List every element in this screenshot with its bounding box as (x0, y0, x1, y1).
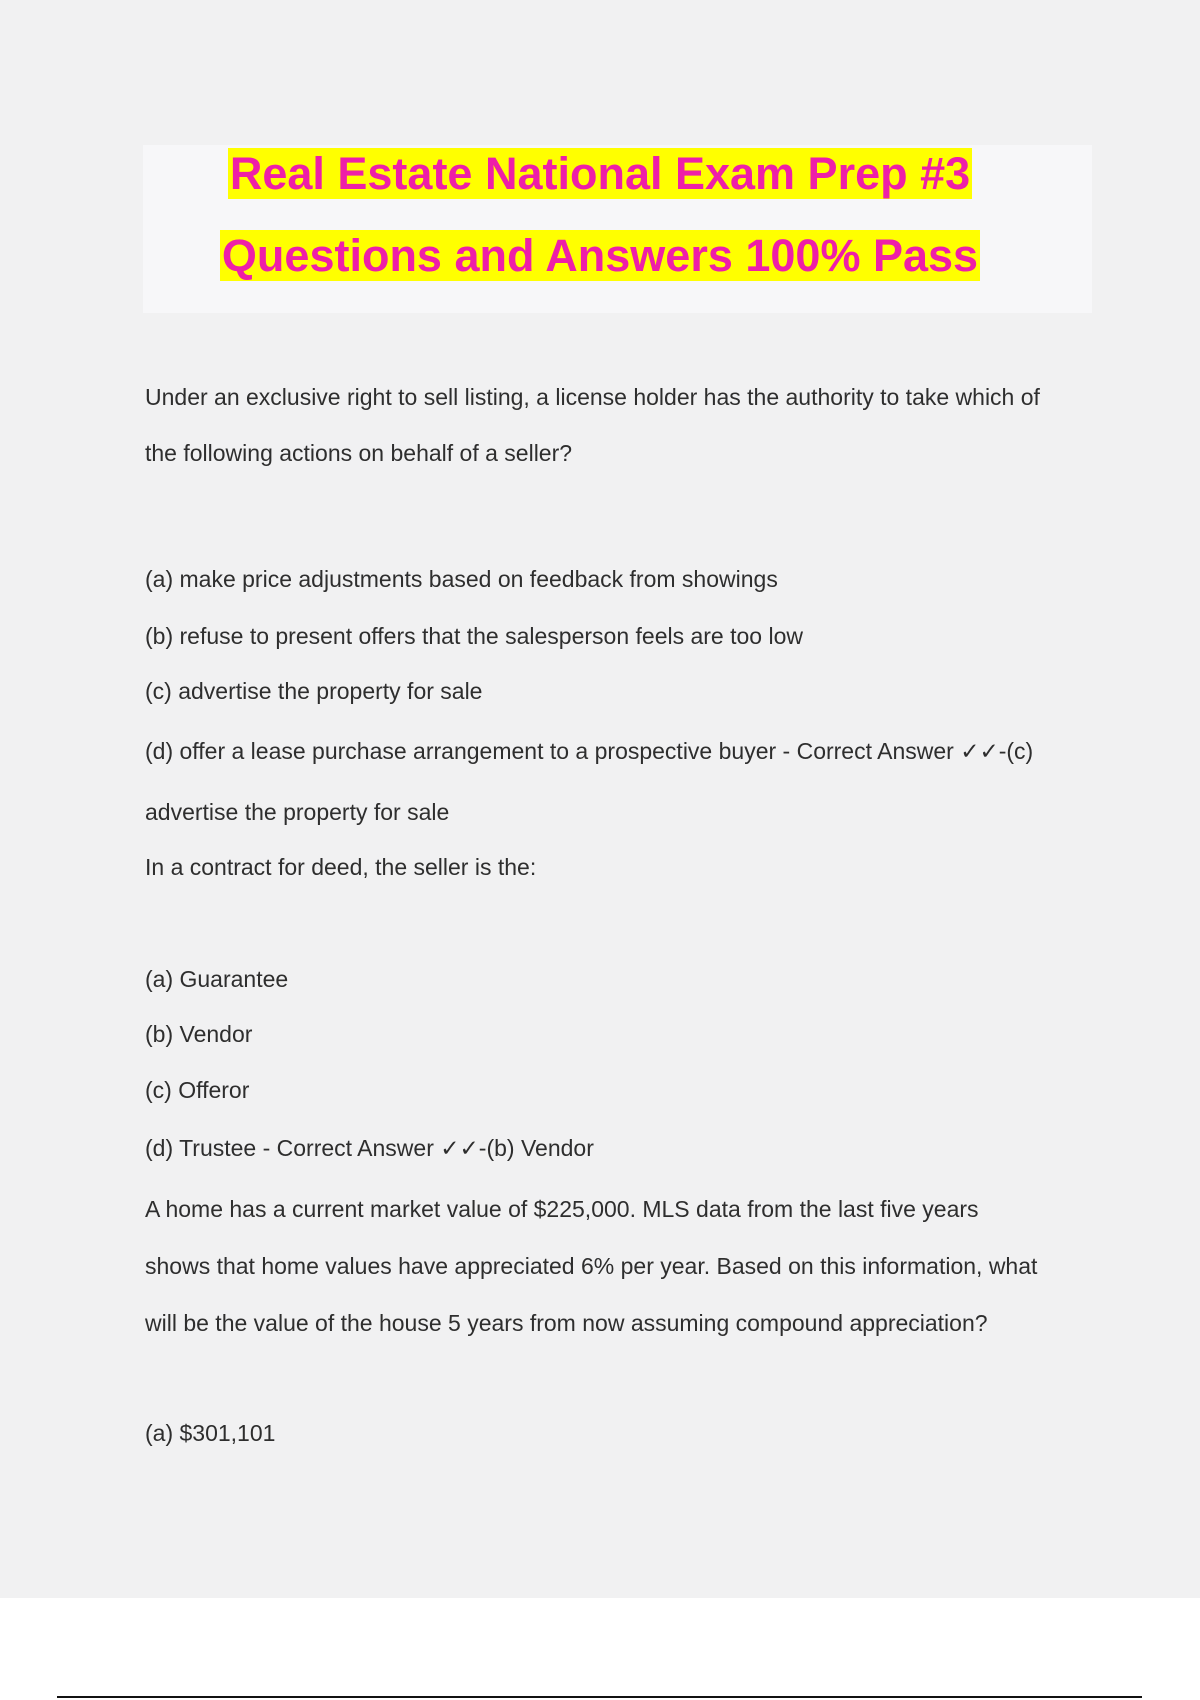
question-3-line-1: A home has a current market value of $225,000. MLS data from the last five years (145, 1196, 979, 1222)
question-2-option-a: (a) Guarantee (145, 966, 289, 992)
title-line-2 (0, 228, 1200, 284)
title-line-1-text: Real Estate National Exam Prep #3 (229, 148, 971, 199)
question-2-option-b: (b) Vendor (145, 1021, 253, 1047)
question-2-line-1: In a contract for deed, the seller is the: (145, 854, 537, 880)
footer-rule (57, 1696, 1142, 1698)
question-1-line-1: Under an exclusive right to sell listing, a license holder has the authority to take which of (145, 384, 1040, 410)
title-line-1 (0, 146, 1200, 202)
question-1-option-d-answer: (d) offer a lease purchase arrangement to a prospective buyer - Correct Answer ✓✓-(c) (145, 738, 1034, 764)
question-3-option-a: (a) $301,101 (145, 1420, 276, 1446)
question-1-option-b: (b) refuse to present offers that the salesperson feels are too low (145, 623, 803, 649)
question-2-option-d-answer: (d) Trustee - Correct Answer ✓✓-(b) Vendor (145, 1135, 594, 1161)
question-3-line-3: will be the value of the house 5 years from now assuming compound appreciation? (145, 1310, 988, 1336)
question-1-line-2: the following actions on behalf of a seller? (145, 440, 573, 466)
question-1-option-a: (a) make price adjustments based on feedback from showings (145, 566, 778, 592)
question-1-answer-continued: advertise the property for sale (145, 799, 450, 825)
title-line-2-text: Questions and Answers 100% Pass (221, 230, 979, 281)
question-3-line-2: shows that home values have appreciated 6% per year. Based on this information, what (145, 1253, 1038, 1279)
question-1-option-c: (c) advertise the property for sale (145, 678, 483, 704)
question-2-option-c: (c) Offeror (145, 1077, 250, 1103)
